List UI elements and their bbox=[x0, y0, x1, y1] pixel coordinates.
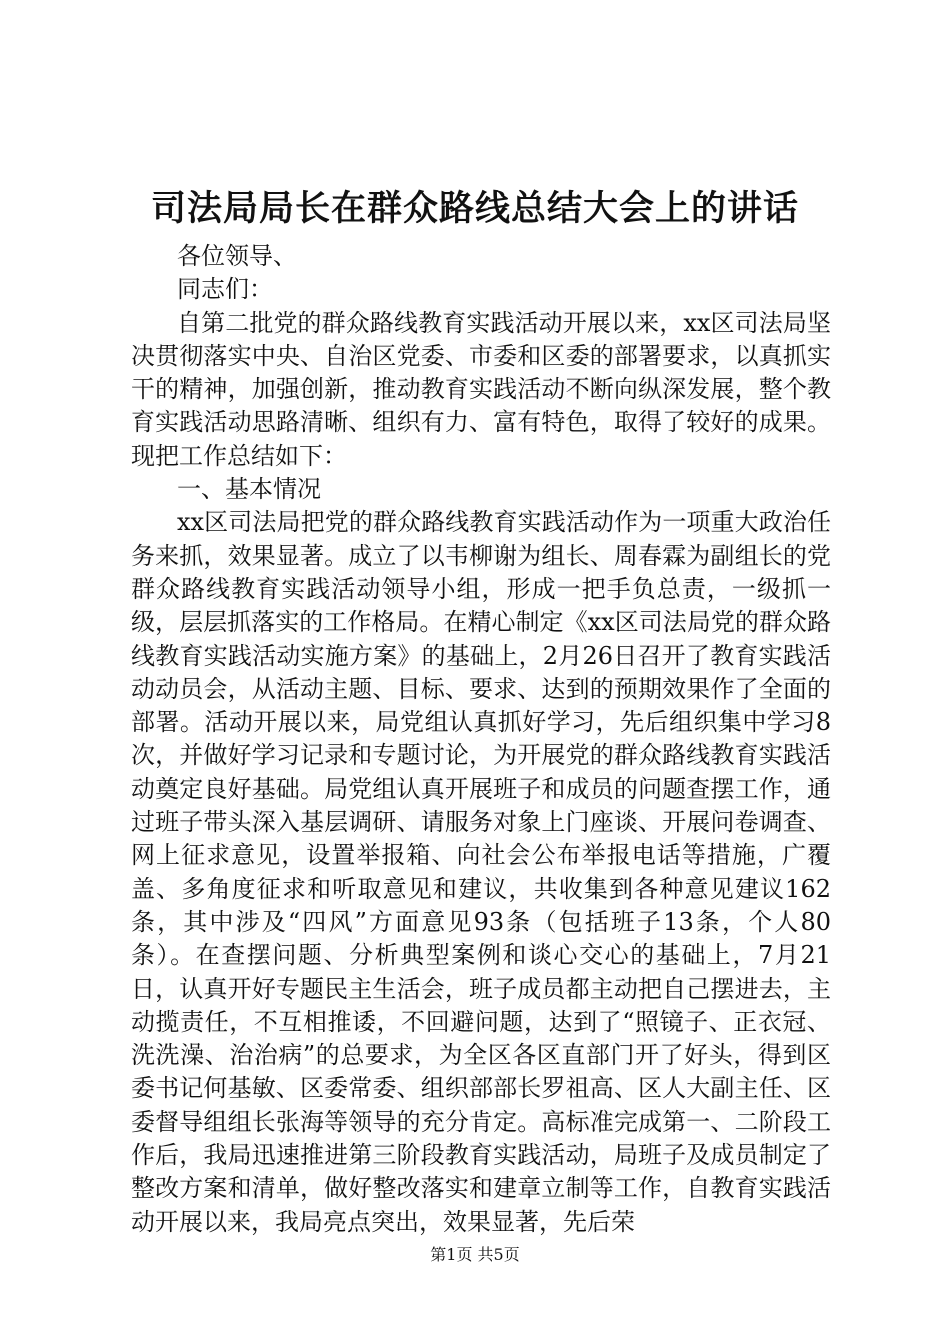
page-footer: 第1页 共5页 bbox=[430, 1245, 520, 1264]
salutation-comrades: 同志们： bbox=[177, 275, 273, 304]
document-body bbox=[131, 240, 831, 1239]
paragraph-basic-situation: xx区司法局把党的群众路线教育实践活动作为一项重大政治任务来抓，效果显著。成立了以韦柳谢为组长、周春霖为副组长的党群众路线教育实践活动领导小组，形成一把手负总责，一级抓一级，层层抓落实的工作格局。在精心制定《xx区司法局党的群众路线教育实践活动实施方案》的基础上，2月26日召开了教育实践活动动员会，从活动主题、目标、要求、达到的预期效果作了全面的部署。活动开展以来，局党组认真抓好学习，先后组织集中学习8次，并做好学习记录和专题讨论，为开展党的群众路线教育实践活动奠定良好基础。局党组认真开展班子和成员的问题查摆工作，通过班子带头深入基层调研、请服务对象上门座谈、开展问卷调查、网上征求意见，设置举报箱、向社会公布举报电话等措施，广覆盖、多角度征求和听取意见和建议，共收集到各种意见建议162条，其中涉及“四风”方面意见93条（包括班子13条，个人80条）。在查摆问题、分析典型案例和谈心交心的基础上，7月21日，认真开好专题民主生活会，班子成员都主动把自己摆进去，主动揽责任，不互相推诿，不回避问题，达到了“照镜子、正衣冠、洗洗澡、治治病”的总要求，为全区各区直部门开了好头，得到区委书记何基敏、区委常委、组织部部长罗祖高、区人大副主任、区委督导组组长张海等领导的充分肯定。高标准完成第一、二阶段工作后，我局迅速推进第三阶段教育实践活动，局班子及成员制定了整改方案和清单，做好整改落实和建章立制等工作，自教育实践活动开展以来，我局亮点突出，效果显著，先后荣 bbox=[131, 508, 831, 1236]
section-heading-basic: 一、基本情况 bbox=[177, 475, 321, 504]
salutation-leaders: 各位领导、 bbox=[177, 242, 297, 270]
document-title: 司法局局长在群众路线总结大会上的讲话 bbox=[150, 189, 799, 229]
paragraph-intro: 自第二批党的群众路线教育实践活动开展以来，xx区司法局坚决贯彻落实中央、自治区党委、市委和区委的部署要求，以真抓实干的精神，加强创新，推动教育实践活动不断向纵深发展，整个教育实践活动思路清晰、组织有力、富有特色，取得了较好的成果。现把工作总结如下： bbox=[131, 308, 831, 470]
